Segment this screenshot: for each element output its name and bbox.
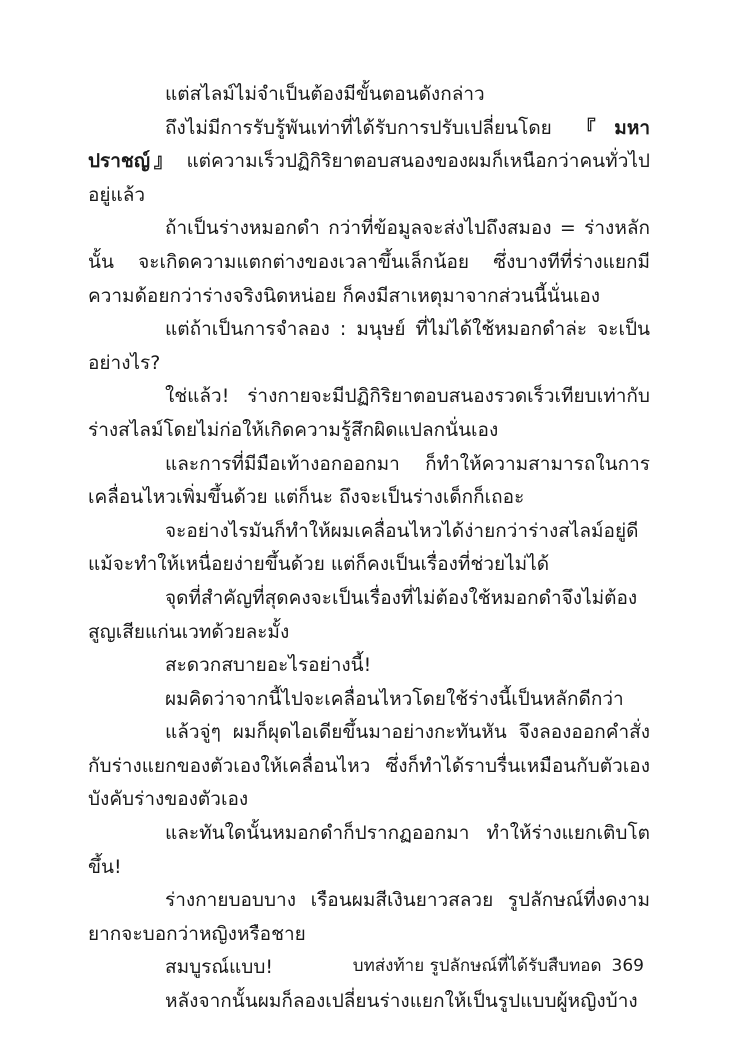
paragraph-text: ถึงไม่มีการรับรู้พันเท่าที่ได้รับการปรับเปลี่ยนโดย bbox=[165, 116, 577, 139]
paragraph: หลังจากนั้นผมก็ลองเปลี่ยนร่างแยกให้เป็นรูปแบบผู้หญิงบ้าง bbox=[165, 990, 638, 1013]
paragraph: แล้วจู่ๆ ผมก็ผุดไอเดียขึ้นมาอย่างกะทันหัน จึงลองออกคำสั่งกับร่างแยกของตัวเองให้เคลื่อนไหว ซึ่งก็ทำได้ราบรื่นเหมือนกับตัวเองบังคับร่างของตัวเอง bbox=[88, 721, 650, 811]
paragraph: ร่างกายบอบบาง เรือนผมสีเงินยาวสลวย รูปลักษณ์ที่งดงาม ยากจะบอกว่าหญิงหรือชาย bbox=[88, 889, 650, 945]
paragraph: สะดวกสบายอะไรอย่างนี้! bbox=[165, 654, 372, 677]
paragraph: ถ้าเป็นร่างหมอกดำ กว่าที่ข้อมูลจะส่งไปถึงสมอง = ร่างหลักนั้น จะเกิดความแตกต่างของเวลาขึ้นเล็กน้อย ซึ่งบางทีที่ร่างแยกมีความด้อยกว่าร่างจริงนิดหน่อย ก็คงมีสาเหตุมาจากส่วนนี้นั่นเอง bbox=[88, 217, 650, 307]
paragraph: และการที่มีมือเท้างอกออกมา ก็ทำให้ความสามารถในการเคลื่อนไหวเพิ่มขึ้นด้วย แต่ก็นะ ถึงจะเป็นร่างเด็กก็เถอะ bbox=[88, 452, 650, 509]
paragraph: ใช่แล้ว! ร่างกายจะมีปฏิกิริยาตอบสนองรวดเร็วเทียบเท่ากับร่างสไลม์โดยไม่ก่อให้เกิดความรู้สึกผิดแปลกนั่นเอง bbox=[88, 385, 650, 441]
paragraph: จุดที่สำคัญที่สุดคงจะเป็นเรื่องที่ไม่ต้องใช้หมอกดำจึงไม่ต้องสูญเสียแก่นเวทด้วยละมั้ง bbox=[88, 586, 638, 643]
skill-name: 『มหาปราชญ์』 bbox=[88, 116, 651, 173]
paragraph: สมบูรณ์แบบ! bbox=[165, 956, 273, 979]
paragraph-text: แต่ความเร็วปฏิกิริยาตอบสนองของผมก็เหนือกว่าคนทั่วไปอยู่แล้ว bbox=[88, 150, 650, 206]
page-footer bbox=[353, 954, 644, 978]
paragraph: จะอย่างไรมันก็ทำให้ผมเคลื่อนไหวได้ง่ายกว่าร่างสไลม์อยู่ดี แม้จะทำให้เหนื่อยง่ายขึ้นด้วย แต่ก็คงเป็นเรื่องที่ช่วยไม่ได้ bbox=[88, 519, 639, 576]
paragraph: และทันใดนั้นหมอกดำก็ปรากฏออกมา ทำให้ร่างแยกเติบโตขึ้น! bbox=[88, 822, 650, 878]
body-text bbox=[88, 78, 650, 1019]
paragraph: แต่สไลม์ไม่จำเป็นต้องมีขั้นตอนดังกล่าว bbox=[165, 83, 485, 105]
paragraph: แต่ถ้าเป็นการจำลอง : มนุษย์ ที่ไม่ได้ใช้หมอกดำล่ะ จะเป็นอย่างไร? bbox=[88, 318, 650, 374]
page-number: 369 bbox=[611, 956, 644, 976]
paragraph: ผมคิดว่าจากนี้ไปจะเคลื่อนไหวโดยใช้ร่างนี้เป็นหลักดีกว่า bbox=[165, 687, 624, 710]
chapter-title: บทส่งท้าย รูปลักษณ์ที่ได้รับสืบทอด bbox=[352, 956, 602, 976]
paragraph bbox=[88, 112, 650, 213]
